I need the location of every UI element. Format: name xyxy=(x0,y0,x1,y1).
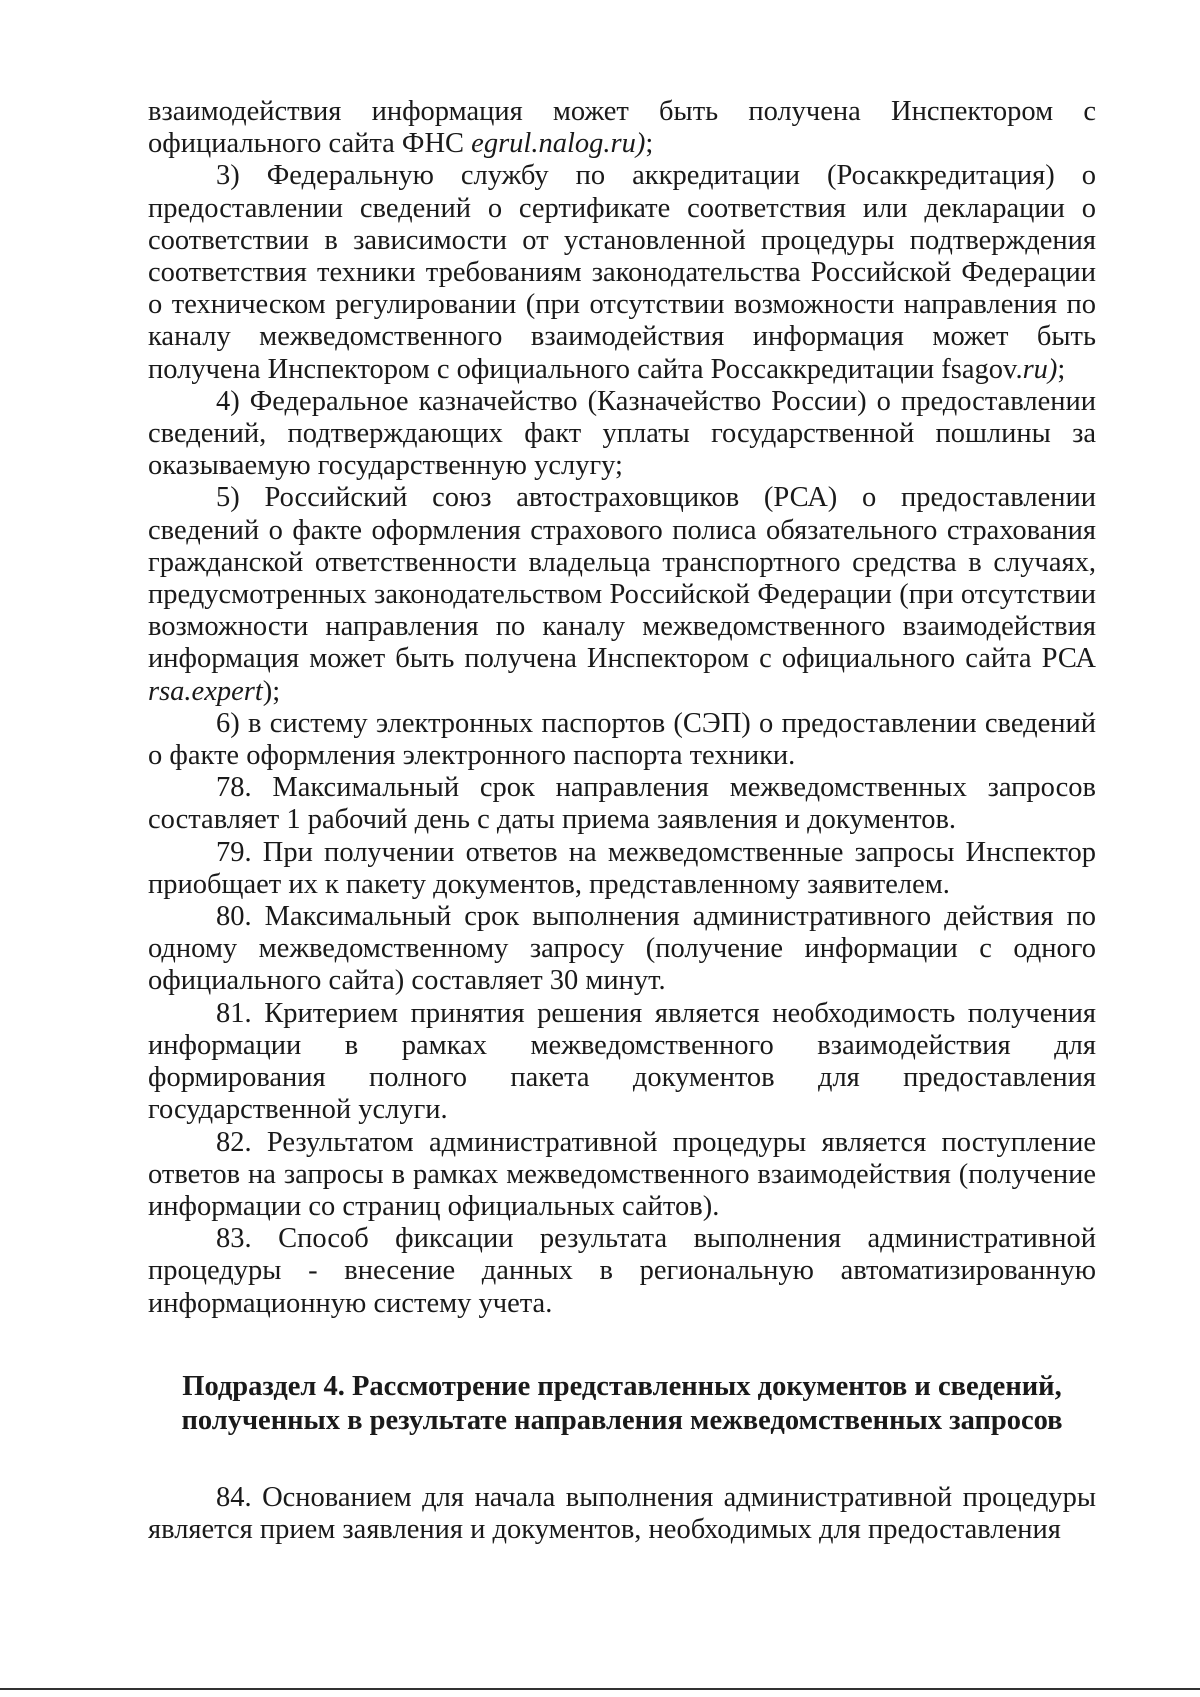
body-text-section xyxy=(148,96,1096,1320)
text-run: 82. Результатом административной процедуры является поступление ответов на запросы в рамках межведомственного взаимодействия (получение информации со страниц официальных сайтов). xyxy=(148,1126,1096,1222)
text-run: 83. Способ фиксации результата выполнения административной процедуры - внесение данных в региональную автоматизированную информационную систему учета. xyxy=(148,1223,1096,1319)
section-heading xyxy=(148,1370,1096,1438)
document-page xyxy=(148,96,1096,1546)
text-run: 3) Федеральную службу по аккредитации (Росаккредитация) о предоставлении сведений о сертификате соответствия или декларации о соответствии в зависимости от установленной процедуры подтверждения соответствия техники требованиям законодательства Российской Федерации о техническом регулировании (при отсутствии возможности направления по каналу межведомственного взаимодействия информация может быть получена Инспектором с официального сайта Россаккредитации fsagov. xyxy=(148,160,1096,385)
text-run: 6) в систему электронных паспортов (СЭП) о предоставлении сведений о факте оформления электронного паспорта техники. xyxy=(148,707,1096,772)
text-run: ); xyxy=(262,675,281,707)
page-bottom-edge xyxy=(0,1688,1200,1690)
italic-text-run: egrul.nalog.ru) xyxy=(471,128,646,160)
paragraph xyxy=(148,901,1096,998)
text-run: 81. Критерием принятия решения является необходимость получения информации в рамках межведомственного взаимодействия для формирования полного пакета документов для предоставления государственной услуги. xyxy=(148,997,1096,1126)
text-run: 78. Максимальный срок направления межведомственных запросов составляет 1 рабочий день с даты приема заявления и документов. xyxy=(148,772,1096,836)
text-run: ; xyxy=(645,128,654,160)
section-heading-line-1: Подраздел 4. Рассмотрение представленных документов и сведений, xyxy=(182,1370,1062,1402)
paragraph xyxy=(148,837,1096,901)
text-run: ; xyxy=(1057,353,1066,385)
text-run: 84. Основанием для начала выполнения административной процедуры является прием заявления и документов, необходимых для предоставления xyxy=(148,1481,1096,1545)
paragraph xyxy=(148,1482,1096,1546)
paragraph xyxy=(148,482,1096,707)
paragraph xyxy=(148,96,1096,160)
text-run: 5) Российский союз автостраховщиков (РСА) о предоставлении сведений о факте оформления страхового полиса обязательного страхования гражданской ответственности владельца транспортного средства в случаях, предусмотренных законодательством Российской Федерации (при отсутствии возможности направления по каналу межведомственного взаимодействия информация может быть получена Инспектором с официального сайта РСА xyxy=(148,482,1096,675)
text-run: 4) Федеральное казначейство (Казначейство России) о предоставлении сведений, подтверждающих факт уплаты государственной пошлины за оказываемую государственную услугу; xyxy=(148,385,1096,482)
body-text-section-continued xyxy=(148,1482,1096,1546)
paragraph xyxy=(148,160,1096,385)
paragraph xyxy=(148,1127,1096,1224)
italic-text-run: rsa.expert xyxy=(148,675,263,707)
text-run: взаимодействия информация может быть получена Инспектором с официального сайта ФНС xyxy=(148,96,1096,160)
paragraph xyxy=(148,772,1096,836)
section-heading-line-2: полученных в результате направления межведомственных запросов xyxy=(181,1404,1063,1436)
italic-text-run: ru) xyxy=(1022,353,1058,385)
paragraph xyxy=(148,998,1096,1127)
paragraph xyxy=(148,386,1096,483)
text-run: 80. Максимальный срок выполнения административного действия по одному межведомственному запросу (получение информации с одного официального сайта) составляет 30 минут. xyxy=(148,901,1096,997)
paragraph xyxy=(148,1223,1096,1320)
text-run: 79. При получении ответов на межведомственные запросы Инспектор приобщает их к пакету документов, представленному заявителем. xyxy=(148,836,1096,900)
paragraph xyxy=(148,708,1096,772)
